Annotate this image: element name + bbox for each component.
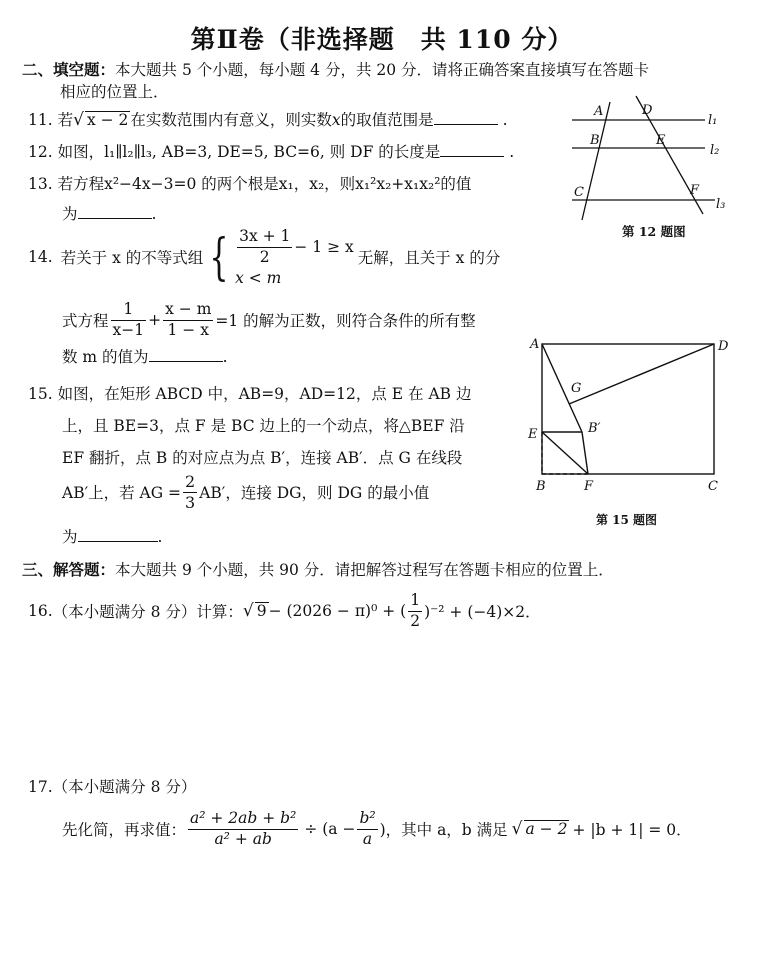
figure-15 (522, 332, 742, 532)
q11-text-3: 的取值范围是 (340, 111, 434, 129)
inequality-system (235, 227, 354, 287)
period: . (509, 143, 515, 161)
answer-blank[interactable] (440, 142, 504, 157)
q16-score: （本小题满分 8 分）计算： (52, 603, 243, 621)
q14-text-2: 无解，且关于 x 的分 (357, 249, 501, 267)
q15-line-1 (28, 378, 471, 410)
fraction (111, 300, 147, 340)
fraction (357, 809, 377, 849)
q17-expr-3: + |b + 1| = 0． (572, 821, 692, 839)
question-number: 17. (28, 778, 53, 796)
q15-line-4 (62, 470, 429, 514)
label-a: A (530, 337, 540, 352)
answer-blank[interactable] (78, 527, 158, 542)
section-3-intro: 本大题共 9 个小题，共 90 分．请把解答过程写在答题卡相应的位置上． (115, 561, 614, 579)
question-16 (28, 588, 541, 634)
fraction (237, 227, 292, 267)
q15-text: 如图，在矩形 ABCD 中，AB=9，AD=12，点 E 在 AB 边 (57, 385, 472, 403)
segment-ef (542, 432, 588, 474)
fraction-denominator: a² + ab (214, 829, 272, 848)
fraction (408, 591, 422, 631)
fraction (183, 472, 197, 513)
inequality-1-rest: − 1 ≥ x (294, 238, 354, 256)
label-b: B (590, 133, 600, 148)
label-b-prime: B′ (588, 421, 601, 436)
inequality-1 (235, 227, 354, 267)
q15-text-5: AB′，连接 DG，则 DG 的最小值 (199, 484, 430, 502)
fraction-denominator: 2 (259, 247, 270, 266)
sqrt-sign: √ (242, 601, 254, 621)
label-b: B (536, 479, 546, 494)
inequality-2: x < m (235, 268, 282, 287)
sqrt-sign: √ (73, 110, 84, 130)
label-f: F (690, 183, 700, 198)
fraction (163, 300, 213, 340)
question-13 (28, 172, 471, 194)
question-14 (28, 226, 500, 288)
question-number: 14. (28, 248, 53, 266)
q11-radicand: x − 2 (86, 111, 129, 129)
q16-radicand: 9 (256, 601, 267, 620)
question-number: 12. (28, 143, 53, 161)
brace-symbol: { (209, 228, 229, 286)
fraction-numerator: b² (357, 809, 377, 829)
rectangle-abcd (542, 344, 714, 474)
q15-line-5 (62, 525, 162, 547)
fraction-denominator: a (362, 829, 373, 848)
figure-15-caption: 第 15 题图 (596, 513, 658, 527)
label-l1: l₁ (708, 113, 718, 128)
q15-text-4: AB′上，若 AG = (62, 484, 182, 502)
q16-expr-1: − (2026 − π)⁰ + ( (268, 602, 407, 620)
question-13-cont (62, 202, 156, 224)
q17-radicand: a − 2 (525, 819, 568, 838)
section-3-header (22, 558, 614, 580)
figure-12 (560, 92, 740, 242)
question-number: 13. (28, 175, 53, 193)
section-2-intro: 本大题共 5 个小题，每小题 4 分，共 20 分．请将正确答案直接填写在答题卡 (115, 61, 650, 79)
fraction-numerator: 2 (185, 471, 196, 491)
section-2-label: 二、填空题： (22, 60, 116, 79)
label-f: F (584, 479, 594, 494)
q12-text: 如图，l₁∥l₂∥l₃, AB=3, DE=5, BC=6, 则 DF 的长度是 (57, 143, 441, 161)
label-d: D (718, 339, 729, 354)
fraction-denominator: 3 (185, 492, 196, 512)
question-14-line2 (62, 298, 476, 342)
fraction-numerator: x − m (163, 300, 213, 320)
q14-text: 若关于 x 的不等式组 (60, 249, 204, 267)
plus-sign: + (148, 311, 162, 329)
section-2-intro-cont: 相应的位置上． (60, 83, 169, 101)
period: . (222, 348, 228, 366)
period: . (157, 528, 163, 546)
label-c: C (574, 185, 584, 200)
question-number: 15. (28, 385, 53, 403)
answer-blank[interactable] (149, 347, 223, 362)
sqrt-sign: √ (511, 819, 523, 839)
q16-expr-2: )⁻² + (−4)×2． (424, 603, 541, 621)
fraction (188, 809, 298, 849)
question-15 (28, 378, 471, 474)
q14-text-5: 数 m 的值为 (62, 348, 149, 366)
q17-score: （本小题满分 8 分） (52, 778, 197, 796)
q15-line-3: EF 翻折，点 B 的对应点为点 B′，连接 AB′．点 G 在线段 (62, 449, 463, 467)
answer-blank[interactable] (78, 204, 152, 219)
question-number: 16. (28, 602, 53, 620)
section-2-header (22, 58, 649, 80)
question-12 (28, 140, 514, 162)
fraction-denominator: 2 (410, 611, 421, 630)
fraction-numerator: 1 (408, 591, 422, 611)
label-c: C (708, 479, 718, 494)
q15-text-6: 为 (62, 528, 78, 546)
q13-text-2: 为 (62, 205, 78, 223)
q17-expr: ÷ (a − (304, 820, 356, 838)
question-17 (28, 775, 196, 797)
q11-text-2: 在实数范围内有意义，则实数 (130, 111, 332, 129)
q17-text: 先化简，再求值： (62, 821, 187, 839)
q11-text: 若 (57, 111, 74, 129)
period: . (502, 111, 508, 129)
fraction-denominator: 1 − x (167, 320, 209, 339)
question-11 (28, 108, 508, 130)
label-d: D (642, 103, 653, 118)
q14-text-3: 式方程 (62, 312, 109, 330)
label-e: E (528, 427, 538, 442)
label-e: E (656, 133, 666, 148)
q13-text: 若方程x²−4x−3=0 的两个根是x₁，x₂，则x₁²x₂+x₁x₂²的值 (57, 175, 472, 193)
question-14-line3 (62, 345, 228, 367)
label-a: A (594, 104, 604, 119)
segment-dg (569, 344, 714, 404)
question-number: 11. (28, 111, 53, 129)
label-l3: l₃ (716, 197, 726, 212)
fraction-numerator: 3x + 1 (237, 227, 292, 247)
figure-12-caption: 第 12 题图 (622, 224, 686, 239)
q17-expr-2: )，其中 a，b 满足 (379, 821, 508, 839)
q11-var: x (331, 111, 341, 129)
q15-line-2: 上，且 BE=3，点 F 是 BC 边上的一个动点，将△BEF 沿 (62, 417, 465, 435)
page-title: 第Ⅱ卷（非选择题 共 110 分） (190, 25, 574, 54)
label-g: G (571, 381, 582, 396)
answer-blank[interactable] (434, 110, 498, 125)
q14-text-4: =1 的解为正数，则符合条件的所有整 (215, 312, 476, 330)
section-3-label: 三、解答题： (22, 560, 116, 579)
label-l2: l₂ (710, 143, 720, 158)
segment-b-prime-f (582, 432, 588, 474)
period: . (151, 205, 157, 223)
fraction-numerator: 1 (111, 300, 147, 320)
question-17-body (62, 806, 692, 852)
fraction-numerator: a² + 2ab + b² (188, 809, 298, 829)
fraction-denominator: x−1 (112, 320, 145, 339)
